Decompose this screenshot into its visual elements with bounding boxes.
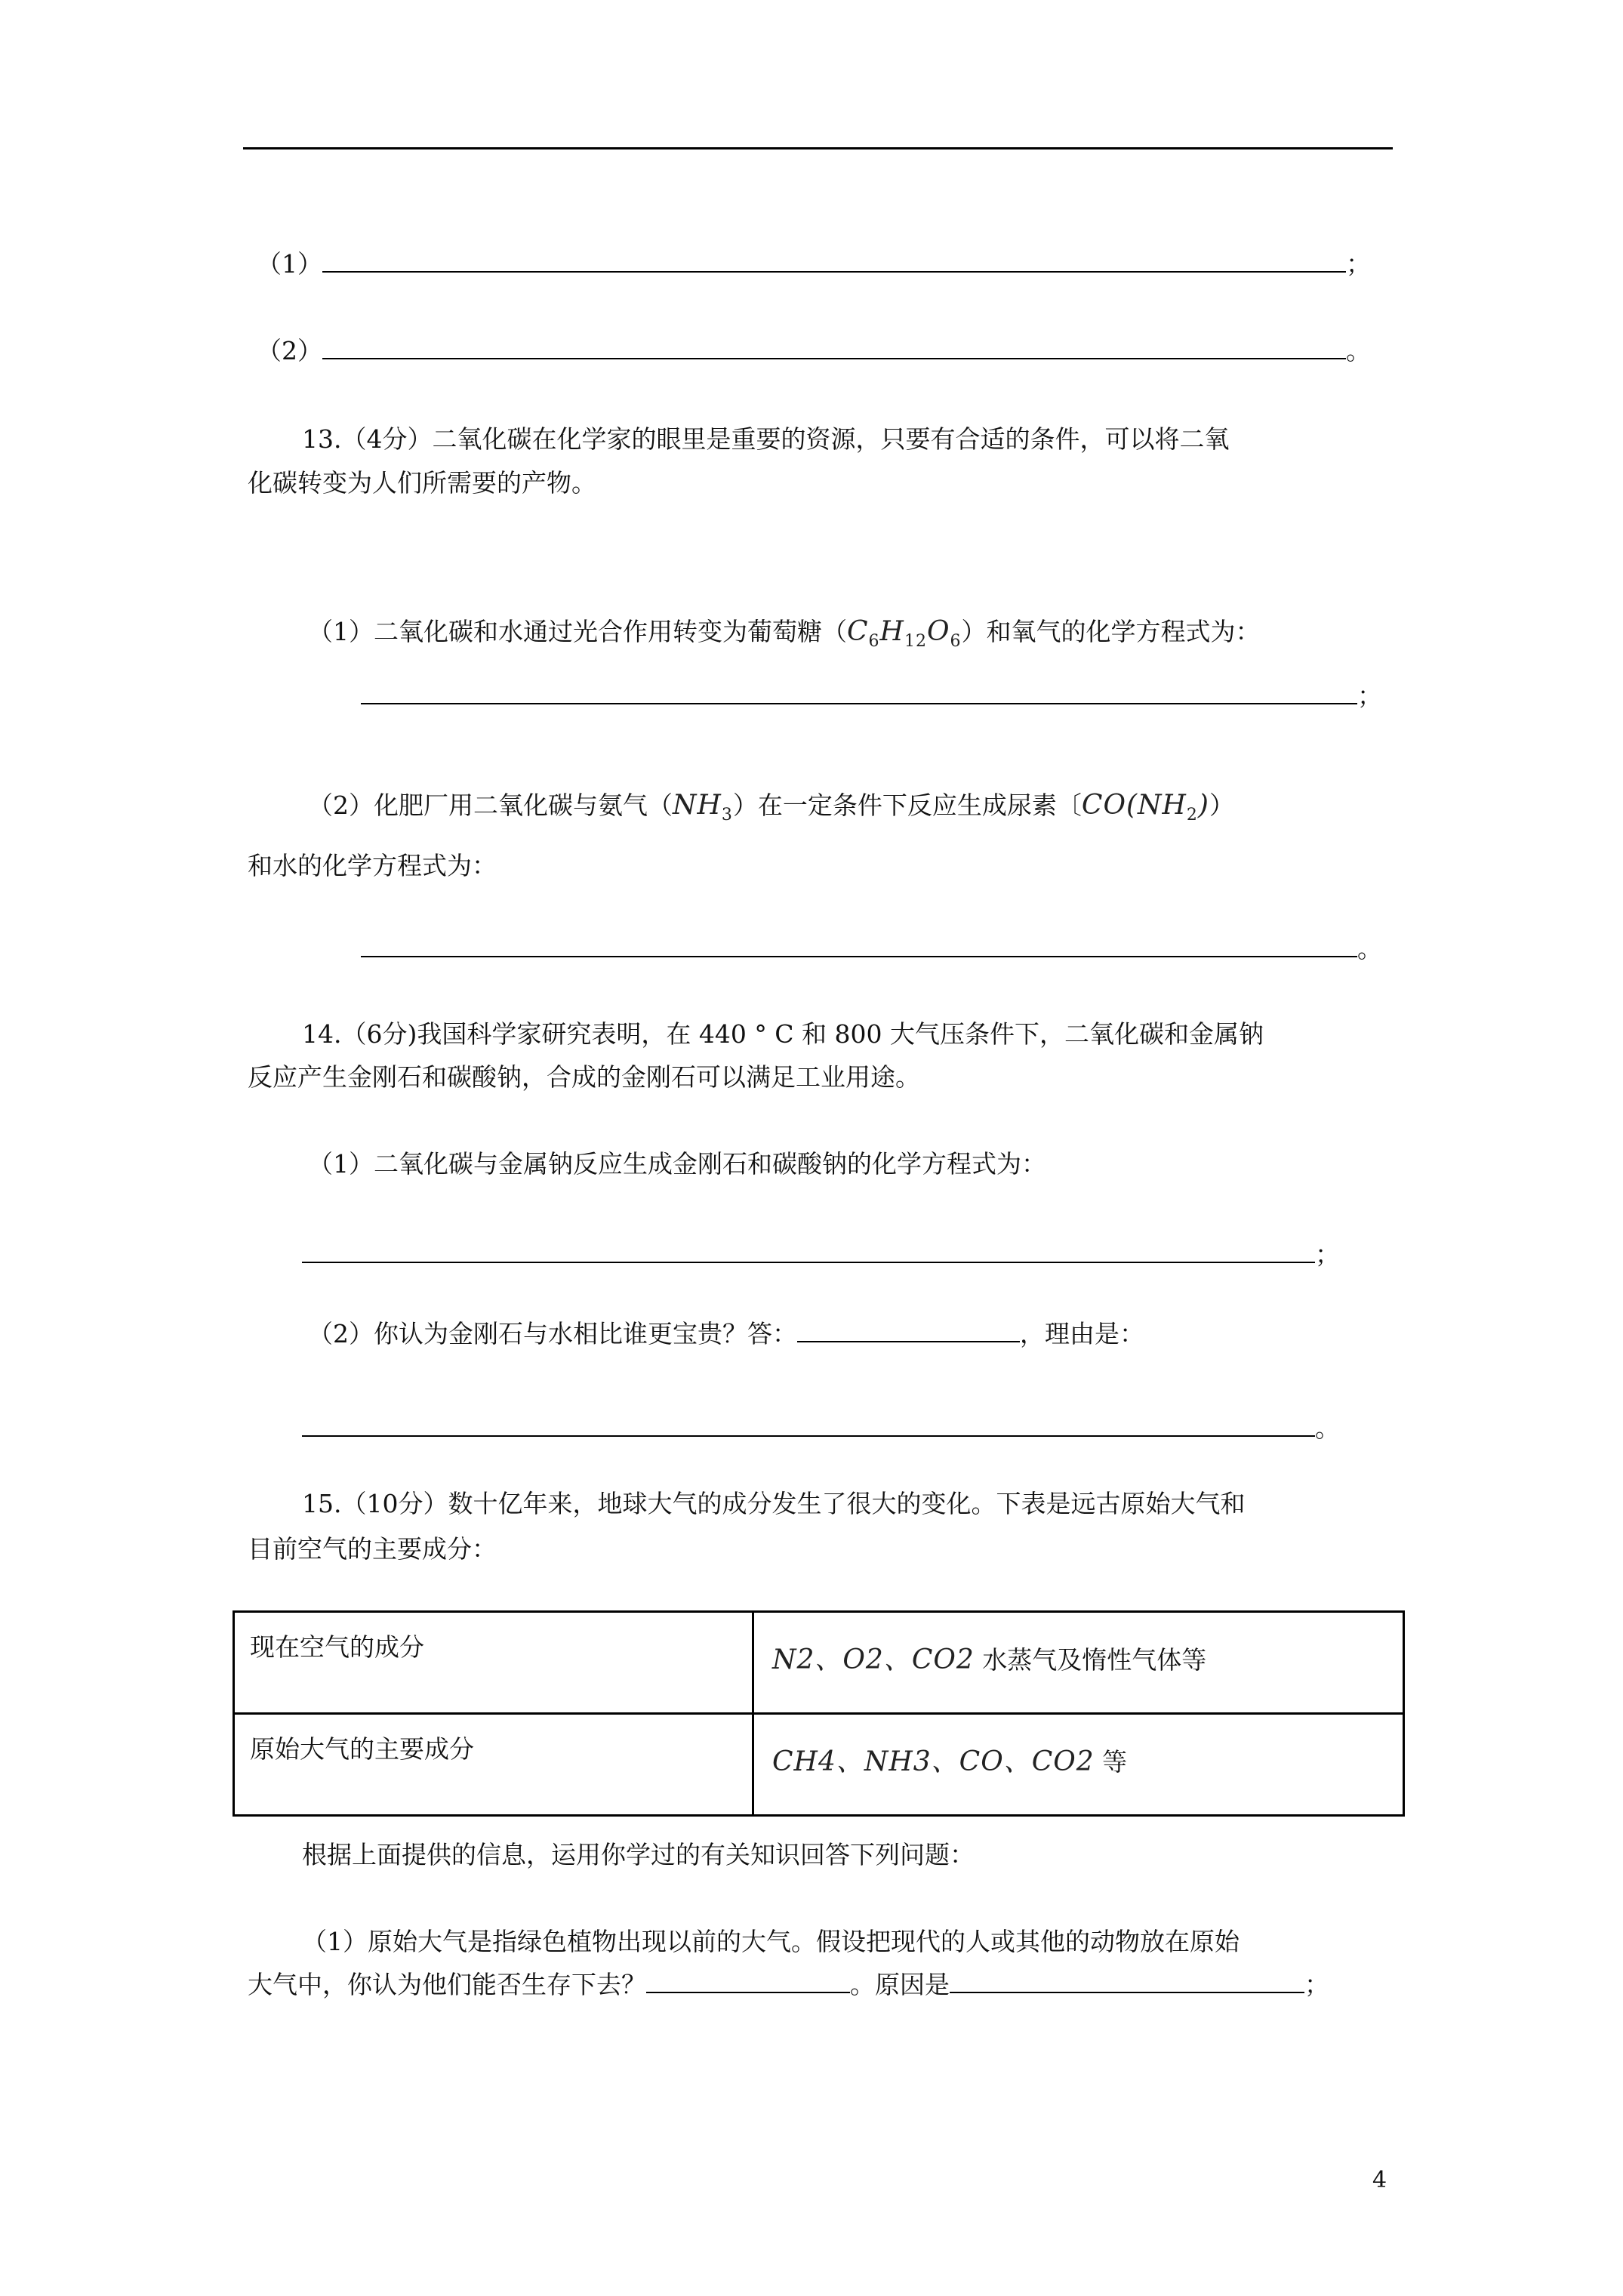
q15-answer-blank-survive[interactable] [646, 1969, 850, 1993]
q14-part2-answer [302, 1412, 1340, 1445]
q14-part1: （1）二氧化碳与金属钠反应生成金刚石和碳酸钠的化学方程式为： [308, 1149, 1046, 1179]
q13-part2-end: 。 [1357, 934, 1382, 963]
q14-answer-blank-1[interactable] [302, 1239, 1315, 1263]
header-rule [243, 147, 1393, 149]
table-row [234, 1714, 1404, 1816]
q13-part2-text: （2）化肥厂用二氧化碳与氨气（ [308, 791, 673, 820]
formula-ammonia: $NH_3$ [673, 790, 733, 825]
q13-intro-line1: 13.（4分）二氧化碳在化学家的眼里是重要的资源，只要有合适的条件，可以将二氧 [302, 424, 1230, 454]
current-air-suffix: 水蒸气及惰性气体等 [982, 1645, 1207, 1675]
q12-item-1-end: ； [1346, 249, 1371, 279]
q12-item-2-end: 。 [1346, 336, 1371, 365]
q14-part2 [308, 1318, 1144, 1351]
q12-item-2 [257, 334, 1371, 368]
q13-answer-blank-2[interactable] [361, 933, 1357, 957]
atmosphere-composition-table [233, 1610, 1405, 1817]
table-row [234, 1612, 1404, 1714]
q12-item-2-label: （2） [257, 336, 322, 365]
q15-intro-line2: 目前空气的主要成分： [248, 1534, 497, 1564]
q15-answer-blank-reason[interactable] [950, 1969, 1304, 1993]
q14-part2-end: 。 [1315, 1413, 1340, 1443]
q14-part1-end: ； [1315, 1240, 1340, 1269]
q15-part1-line2 [248, 1968, 1329, 2002]
q14-answer-blank-reason[interactable] [302, 1413, 1315, 1437]
q14-intro-line2: 反应产生金刚石和碳酸钠，合成的金刚石可以满足工业用途。 [248, 1062, 920, 1092]
q14-answer-blank-choice[interactable] [797, 1318, 1020, 1342]
q12-item-1-label: （1） [257, 249, 322, 279]
q12-answer-blank-2[interactable] [322, 335, 1346, 359]
primitive-atmosphere-suffix: 等 [1102, 1747, 1128, 1777]
formula-glucose: $C_6H_{12}O_6$ [847, 616, 962, 652]
q13-part1-end: ； [1357, 681, 1382, 710]
formula-urea: $CO(NH_2)$ [1081, 790, 1209, 825]
row-value-primitive-atmosphere [753, 1714, 1404, 1816]
row-value-current-air [753, 1612, 1404, 1714]
q13-part2-text-after: ） [1209, 791, 1234, 820]
row-label-current-air: 现在空气的成分 [234, 1612, 753, 1714]
q13-part1-answer [361, 680, 1382, 713]
q13-part2-line2: 和水的化学方程式为： [248, 851, 497, 880]
q15-instruction: 根据上面提供的信息，运用你学过的有关知识回答下列问题： [302, 1840, 975, 1869]
q13-answer-blank-1[interactable] [361, 680, 1357, 704]
q15-part1-line2-end: ； [1304, 1970, 1329, 1999]
page-number: 4 [1372, 2167, 1387, 2193]
q15-intro-line1: 15.（10分）数十亿年来，地球大气的成分发生了很大的变化。下表是远古原始大气和 [302, 1489, 1246, 1518]
q13-part2 [308, 789, 1234, 832]
q12-answer-blank-1[interactable] [322, 248, 1346, 273]
q14-part1-answer [302, 1238, 1340, 1271]
q13-part2-text-middle: ）在一定条件下反应生成尿素〔 [732, 791, 1082, 820]
q15-part1-line2-middle: 。原因是 [850, 1970, 950, 1999]
q15-part1-line1: （1）原始大气是指绿色植物出现以前的大气。假设把现代的人或其他的动物放在原始 [302, 1927, 1240, 1956]
q13-part1-text: （1）二氧化碳和水通过光合作用转变为葡萄糖（ [308, 617, 847, 646]
q13-part1-text-after: ）和氧气的化学方程式为： [961, 617, 1261, 646]
q13-part1 [308, 615, 1260, 658]
q14-part2-text-after: ，理由是： [1020, 1319, 1144, 1348]
q13-intro-line2: 化碳转变为人们所需要的产物。 [248, 468, 596, 498]
q13-part2-answer [361, 932, 1382, 966]
formulas-primitive-atmosphere: CH4、NH3、CO、CO2 [772, 1746, 1095, 1777]
formulas-current-air: N2、O2、CO2 [772, 1644, 975, 1675]
row-label-primitive-atmosphere: 原始大气的主要成分 [234, 1714, 753, 1816]
q14-intro-line1: 14.（6分)我国科学家研究表明，在 440 ° C 和 800 大气压条件下，二氧化碳和金属钠 [302, 1019, 1264, 1049]
q12-item-1 [257, 248, 1371, 281]
q15-part1-line2-text: 大气中，你认为他们能否生存下去？ [248, 1970, 646, 1999]
q14-part2-text: （2）你认为金刚石与水相比谁更宝贵？答： [308, 1319, 797, 1348]
